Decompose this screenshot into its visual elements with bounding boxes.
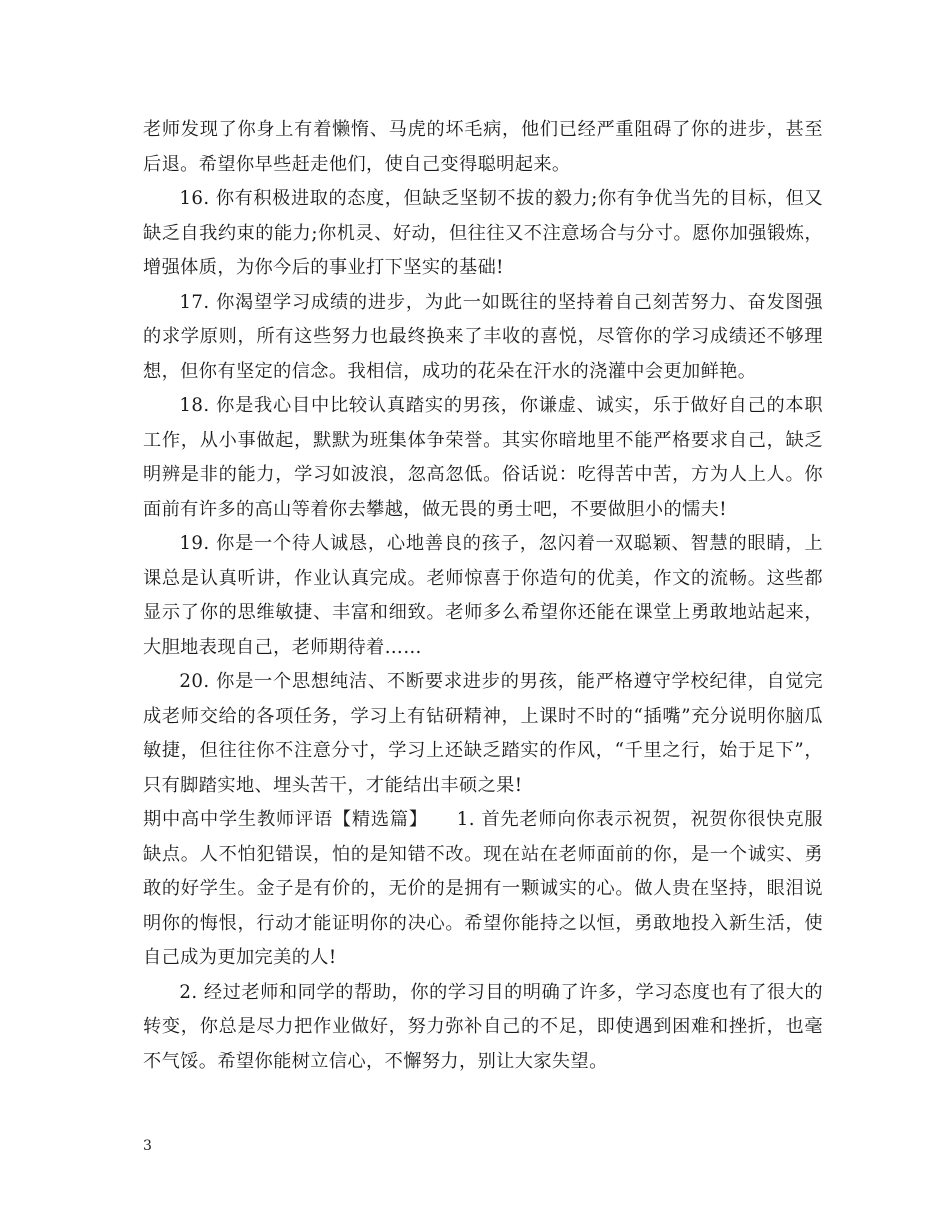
paragraph-comment-18: 18. 你是我心目中比较认真踏实的男孩，你谦虚、诚实，乐于做好自己的本职工作，从小事做起，默默为班集体争荣誉。其实你暗地里不能严格要求自己，缺乏明辨是非的能力，学习如波浪，忽高忽低。俗话说：吃得苦中苦，方为人上人。你面前有许多的高山等着你去攀越，做无畏的勇士吧，不要做胆小的懦夫! xyxy=(143,395,823,520)
paragraph-comment-20: 20. 你是一个思想纯洁、不断要求进步的男孩，能严格遵守学校纪律，自觉完成老师交给的各项任务，学习上有钻研精神，上课时不时的“插嘴”充分说明你脑瓜敏捷，但往往你不注意分寸，学习上还缺乏踏实的作风，“千里之行，始于足下”，只有脚踏实地、埋头苦干，才能结出丰硕之果! xyxy=(143,671,823,796)
body-text xyxy=(143,113,823,1079)
page-number: 3 xyxy=(143,1138,152,1154)
paragraph-comment-16: 16. 你有积极进取的态度，但缺乏坚韧不拔的毅力;你有争优当先的目标，但又缺乏自我约束的能力;你机灵、好动，但往往又不注意场合与分寸。愿你加强锻炼，增强体质，为你今后的事业打下坚实的基础! xyxy=(143,188,823,278)
paragraph-continuation: 老师发现了你身上有着懒惰、马虎的坏毛病，他们已经严重阻碍了你的进步，甚至后退。希望你早些赶走他们，使自己变得聪明起来。 xyxy=(143,119,823,175)
paragraph-comment-19: 19. 你是一个待人诚恳，心地善良的孩子，忽闪着一双聪颖、智慧的眼睛，上课总是认真听讲，作业认真完成。老师惊喜于你造句的优美，作文的流畅。这些都显示了你的思维敏捷、丰富和细致。老师多么希望你还能在课堂上勇敢地站起来，大胆地表现自己，老师期待着…… xyxy=(143,533,823,658)
paragraph-comment-2: 2. 经过老师和同学的帮助，你的学习目的明确了许多，学习态度也有了很大的转变，你总是尽力把作业做好，努力弥补自己的不足，即使遇到困难和挫折，也毫不气馁。希望你能树立信心，不懈努力，别让大家失望。 xyxy=(143,981,823,1072)
paragraph-comment-17: 17. 你渴望学习成绩的进步，为此一如既往的坚持着自己刻苦努力、奋发图强的求学原则，所有这些努力也最终换来了丰收的喜悦，尽管你的学习成绩还不够理想，但你有坚定的信念。我相信，成功的花朵在汗水的浇灌中会更加鲜艳。 xyxy=(143,291,823,382)
paragraph-section-heading-comment-1: 期中高中学生教师评语【精选篇】 1. 首先老师向你表示祝贺，祝贺你很快克服缺点。人不怕犯错误，怕的是知错不改。现在站在老师面前的你，是一个诚实、勇敢的好学生。金子是有价的，无价的是拥有一颗诚实的心。做人贵在坚持，眼泪说明你的悔恨，行动才能证明你的决心。希望你能持之以恒，勇敢地投入新生活，使自己成为更加完美的人! xyxy=(143,809,823,968)
